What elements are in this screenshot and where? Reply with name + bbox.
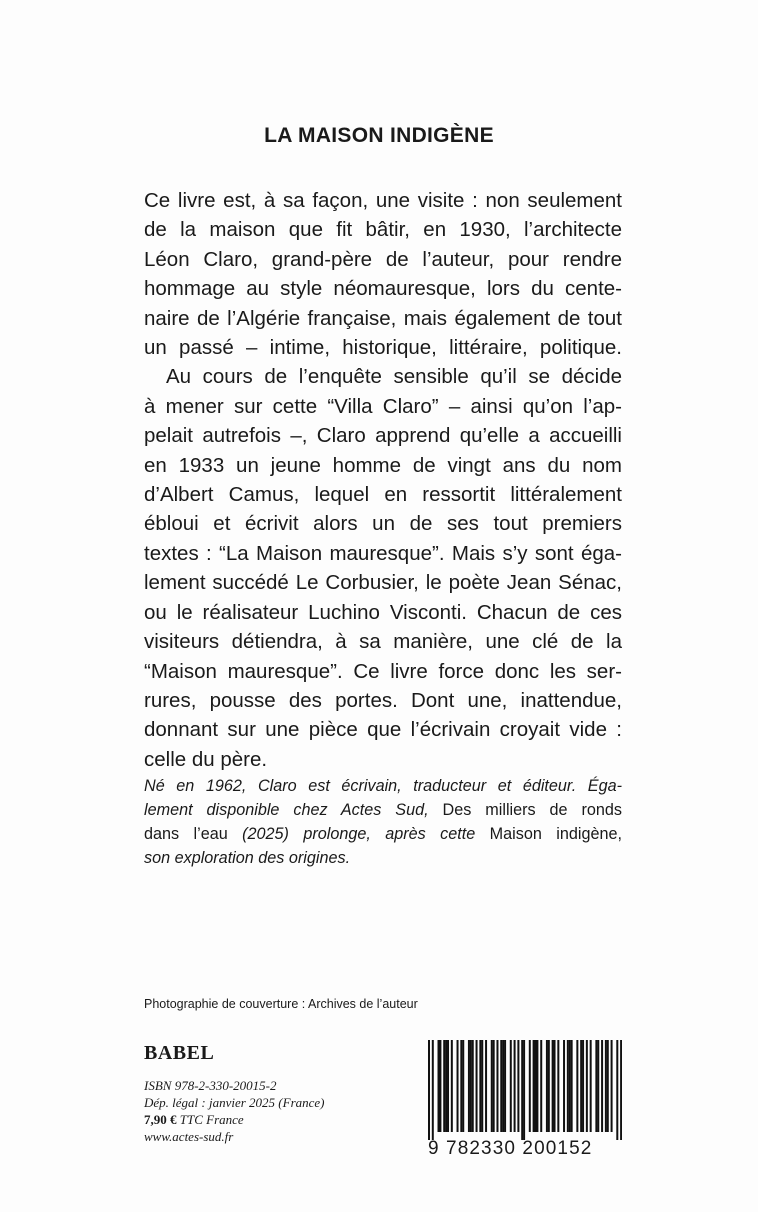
barcode-bar: [571, 1040, 573, 1132]
summary-line: lement succédé Le Corbusier, le poète Jean Sénac,: [144, 571, 622, 595]
barcode-bar: [567, 1040, 569, 1132]
barcode-bar: [462, 1040, 464, 1132]
barcode-bar: [529, 1040, 531, 1132]
barcode-bar: [500, 1040, 502, 1132]
summary-line: textes : “La Maison mauresque”. Mais s’y sont éga-: [144, 541, 622, 565]
barcode-bar: [569, 1040, 571, 1132]
barcode: [428, 1040, 622, 1152]
barcode-bar: [514, 1040, 516, 1132]
barcode-bar: [616, 1040, 618, 1140]
barcode-bar: [548, 1040, 550, 1132]
barcode-bar: [535, 1040, 537, 1132]
barcode-bar: [590, 1040, 592, 1132]
summary-line: visiteurs détiendra, à sa manière, une clé de la: [144, 630, 622, 654]
barcode-bar: [554, 1040, 556, 1132]
barcode-bar: [472, 1040, 474, 1132]
barcode-bar: [601, 1040, 603, 1132]
barcode-bar: [447, 1040, 449, 1132]
barcode-bar: [576, 1040, 578, 1132]
barcode-bar: [523, 1040, 525, 1140]
barcode-bar: [607, 1040, 609, 1132]
price-value: 7,90 €: [144, 1112, 177, 1127]
barcode-bar: [563, 1040, 565, 1132]
barcode-bar: [540, 1040, 542, 1132]
isbn: ISBN 978-2-330-20015-2: [144, 1078, 277, 1093]
summary-line: rures, pousse des portes. Dont une, inattendue,: [144, 688, 622, 712]
publisher-logo: BABEL: [144, 1042, 215, 1064]
summary-line: un passé – intime, historique, littéraire, politique.: [144, 336, 622, 360]
bio-line: Né en 1962, Claro est écrivain, traducteur et éditeur. Éga-: [144, 777, 622, 795]
barcode-bar: [557, 1040, 559, 1132]
barcode-bar: [536, 1040, 538, 1132]
summary-line: Au cours de l’enquête sensible qu’il se décide: [166, 365, 622, 389]
summary-line: de la maison que fit bâtir, en 1930, l’architecte: [144, 218, 622, 242]
barcode-bar: [432, 1040, 434, 1140]
barcode-bar: [451, 1040, 453, 1132]
barcode-bars: [428, 1040, 622, 1140]
bio-book-title: Maison indigène,: [475, 825, 622, 843]
summary-line: ou le réalisateur Luchino Visconti. Chacun de ces: [144, 600, 622, 624]
summary-line: hommage au style néomauresque, lors du cente-: [144, 277, 622, 301]
summary-line: celle du père.: [144, 747, 268, 771]
barcode-bar: [582, 1040, 584, 1132]
barcode-bar: [476, 1040, 478, 1132]
barcode-bar: [595, 1040, 597, 1132]
summary-line: ébloui et écrivit alors un de ses tout premiers: [144, 512, 622, 536]
barcode-bar: [460, 1040, 462, 1132]
photo-credit: Photographie de couverture : Archives de l’auteur: [144, 997, 418, 1011]
summary-line: Ce livre est, à sa façon, une visite : non seulement: [144, 189, 622, 212]
bio-book-title: dans l’eau: [144, 825, 228, 843]
barcode-bar: [605, 1040, 607, 1132]
barcode-bar: [479, 1040, 481, 1132]
barcode-bar: [586, 1040, 588, 1132]
author-bio: [144, 774, 622, 870]
bio-book-title: Des milliers de ronds: [428, 801, 622, 819]
barcode-bar: [439, 1040, 441, 1132]
summary-text: [144, 186, 622, 774]
barcode-bar: [428, 1040, 430, 1140]
bio-line: [144, 822, 622, 846]
barcode-bar: [445, 1040, 447, 1132]
summary-line: Léon Claro, grand-père de l’auteur, pour rendre: [144, 247, 622, 271]
bio-line: son exploration des origines.: [144, 849, 351, 867]
summary-line: “Maison mauresque”. Ce livre force donc les ser-: [144, 659, 622, 683]
barcode-bar: [521, 1040, 523, 1140]
barcode-bar: [611, 1040, 613, 1132]
barcode-digits: 9 782330 200152: [428, 1138, 593, 1159]
barcode-bar: [510, 1040, 512, 1132]
summary-line: d’Albert Camus, lequel en ressortit littéralement: [144, 483, 622, 507]
price: [144, 1111, 325, 1128]
barcode-bar: [485, 1040, 487, 1132]
bio-text: lement disponible chez Actes Sud,: [144, 801, 429, 819]
barcode-bar: [533, 1040, 535, 1132]
barcode-bar: [502, 1040, 504, 1132]
barcode-bar: [597, 1040, 599, 1132]
barcode-bar: [504, 1040, 506, 1132]
price-suffix: TTC France: [176, 1112, 244, 1127]
bio-text: (2025) prolonge, après cette: [227, 825, 476, 843]
barcode-bar: [438, 1040, 440, 1132]
barcode-bar: [457, 1040, 459, 1132]
summary-line: donnant sur une pièce que l’écrivain croyait vide :: [144, 718, 622, 742]
barcode-bar: [496, 1040, 498, 1132]
barcode-bar: [517, 1040, 519, 1132]
book-metadata: [144, 1077, 325, 1145]
bio-line: [144, 798, 622, 822]
barcode-bar: [552, 1040, 554, 1132]
book-title: LA MAISON INDIGÈNE: [264, 124, 494, 147]
summary-line: naire de l’Algérie française, mais également de tout: [144, 306, 622, 330]
legal-deposit: Dép. légal : janvier 2025 (France): [144, 1095, 325, 1110]
website: www.actes-sud.fr: [144, 1129, 234, 1144]
barcode-bar: [493, 1040, 495, 1132]
barcode-bar: [546, 1040, 548, 1132]
barcode-bar: [470, 1040, 472, 1132]
barcode-bar: [620, 1040, 622, 1140]
barcode-bar: [580, 1040, 582, 1132]
barcode-bar: [443, 1040, 445, 1132]
barcode-bar: [481, 1040, 483, 1132]
barcode-bar: [491, 1040, 493, 1132]
summary-line: à mener sur cette “Villa Claro” – ainsi qu’on l’ap-: [144, 394, 622, 418]
summary-line: pelait autrefois –, Claro apprend qu’elle a accueilli: [144, 424, 622, 448]
barcode-bar: [468, 1040, 470, 1132]
summary-line: en 1933 un jeune homme de vingt ans du nom: [144, 453, 622, 477]
